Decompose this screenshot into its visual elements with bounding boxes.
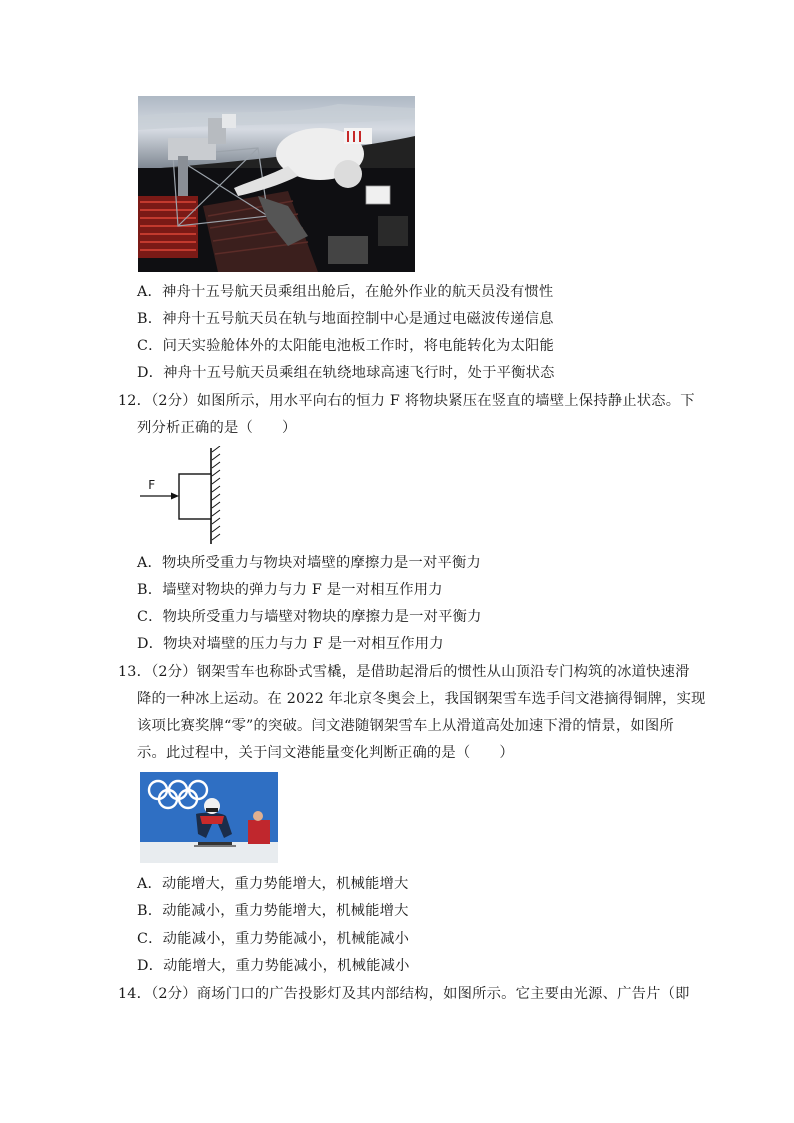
astronaut-photo — [138, 96, 415, 272]
force-label-f: F — [148, 478, 156, 492]
q13-option-c: C．动能减小，重力势能减小，机械能减小 — [137, 931, 410, 947]
q13-stem-line-4: 示。此过程中，关于闫文港能量变化判断正确的是（ ） — [137, 745, 514, 761]
q11-option-a: A．神舟十五号航天员乘组出舱后，在舱外作业的航天员没有惯性 — [137, 284, 554, 300]
q13-option-a: A．动能增大，重力势能增大，机械能增大 — [137, 876, 409, 892]
q12-stem-line-1: 12．（2分）如图所示，用水平向右的恒力 F 将物块紧压在竖直的墙壁上保持静止状态。下 — [118, 393, 695, 409]
q13-stem-line-3: 该项比赛奖牌“零”的突破。闫文港随钢架雪车上从滑道高处加速下滑的情景，如图所 — [137, 718, 674, 734]
q14-stem-line-1: 14．（2分）商场门口的广告投影灯及其内部结构，如图所示。它主要由光源、广告片（即 — [118, 986, 690, 1002]
q13-stem-line-2: 降的一种冰上运动。在 2022 年北京冬奥会上，我国钢架雪车选手闫文港摘得铜牌，实现 — [137, 691, 706, 707]
q12-stem-line-2: 列分析正确的是（ ） — [137, 420, 297, 436]
q12-option-c: C．物块所受重力与墙壁对物块的摩擦力是一对平衡力 — [137, 609, 482, 625]
q11-option-d: D．神舟十五号航天员乘组在轨绕地球高速飞行时，处于平衡状态 — [137, 365, 555, 381]
q13-stem-line-1: 13．（2分）钢架雪车也称卧式雪橇，是借助起滑后的惯性从山顶沿专门构筑的冰道快速滑 — [118, 664, 690, 680]
force-wall-diagram — [138, 446, 228, 546]
q12-option-a: A．物块所受重力与物块对墙壁的摩擦力是一对平衡力 — [137, 555, 481, 571]
skeleton-sled-photo — [140, 772, 278, 863]
q12-option-d: D．物块对墙壁的压力与力 F 是一对相互作用力 — [137, 636, 444, 652]
q13-option-b: B．动能减小，重力势能增大，机械能增大 — [137, 903, 409, 919]
q11-option-b: B．神舟十五号航天员在轨与地面控制中心是通过电磁波传递信息 — [137, 311, 554, 327]
q11-option-c: C．问天实验舱体外的太阳能电池板工作时，将电能转化为太阳能 — [137, 338, 555, 354]
q13-option-d: D．动能增大，重力势能减小，机械能减小 — [137, 958, 410, 974]
q12-option-b: B．墙壁对物块的弹力与力 F 是一对相互作用力 — [137, 582, 443, 598]
